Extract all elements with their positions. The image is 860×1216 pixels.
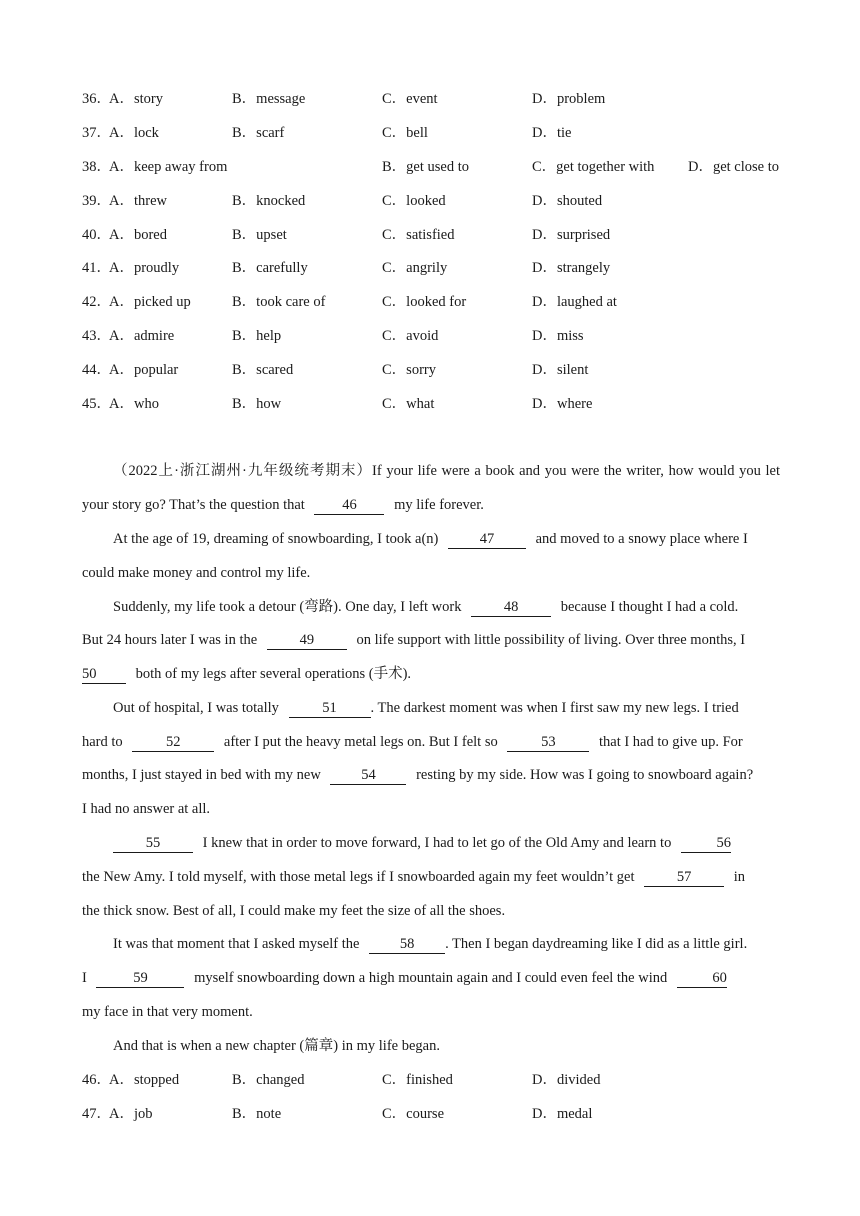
option-d: D．strangely: [532, 260, 611, 276]
passage-line: [82, 563, 780, 583]
passage-line: [82, 732, 780, 752]
option-c: C．satisfied: [382, 227, 455, 243]
option-a: A．threw: [109, 193, 167, 209]
passage-line: [82, 901, 780, 921]
passage-text: that I had to give up. For: [598, 734, 743, 750]
option-a: A．story: [109, 91, 163, 107]
option-c: C．event: [382, 91, 438, 107]
question-43: [82, 326, 782, 346]
option-c: C．what: [382, 396, 435, 412]
passage-line: [113, 461, 780, 481]
question-37: [82, 123, 782, 143]
passage-line: [113, 529, 780, 549]
passage-text: But 24 hours later I was in the: [82, 632, 258, 648]
question-number: 46．: [82, 1072, 111, 1088]
blank-59: 59: [96, 970, 184, 988]
option-a: A．admire: [109, 328, 175, 344]
passage-text: because I thought I had a cold.: [560, 599, 739, 615]
passage-text: It was that moment that I asked myself the: [113, 936, 360, 952]
option-a: A．who: [109, 396, 159, 412]
question-number: 37．: [82, 125, 111, 141]
blank-46: 46: [314, 497, 384, 515]
passage-text: months, I just stayed in bed with my new: [82, 767, 321, 783]
option-a: A．proudly: [109, 260, 180, 276]
option-d: D．tie: [532, 125, 572, 141]
option-c: C．avoid: [382, 328, 439, 344]
option-a: A．lock: [109, 125, 159, 141]
blank-55: 55: [113, 835, 193, 853]
blank-58: 58: [369, 936, 445, 954]
blank-48: 48: [471, 599, 551, 617]
passage-text: my face in that very moment.: [82, 1004, 253, 1020]
passage-text: on life support with little possibility of living. Over three months, I: [356, 632, 746, 648]
passage-text: in: [733, 869, 746, 885]
question-number: 45．: [82, 396, 111, 412]
question-42: [82, 292, 782, 312]
option-d: D．medal: [532, 1106, 593, 1122]
option-b: B．upset: [232, 227, 287, 243]
passage-text: the thick snow. Best of all, I could make my feet the size of all the shoes.: [82, 903, 506, 919]
blank-56: 56: [681, 835, 731, 853]
option-a: A．picked up: [109, 294, 191, 310]
option-b: B．get used to: [382, 159, 469, 175]
blank-53: 53: [507, 734, 589, 752]
option-b: B．took care of: [232, 294, 326, 310]
blank-50: 50: [82, 666, 126, 684]
option-b: B．scarf: [232, 125, 285, 141]
passage-text: your story go? That’s the question that: [82, 497, 305, 513]
option-d: D．silent: [532, 362, 589, 378]
question-40: [82, 225, 782, 245]
question-41: [82, 258, 782, 278]
blank-47: 47: [448, 531, 526, 549]
question-number: 43．: [82, 328, 111, 344]
question-number: 42．: [82, 294, 111, 310]
option-a: A．popular: [109, 362, 179, 378]
passage-text: At the age of 19, dreaming of snowboarding, I took a(n): [113, 531, 439, 547]
passage-text: could make money and control my life.: [82, 565, 311, 581]
question-39: [82, 191, 782, 211]
question-36: [82, 89, 782, 109]
option-c: C．angrily: [382, 260, 448, 276]
question-46: [82, 1070, 782, 1090]
option-b: B．how: [232, 396, 282, 412]
option-a: A．bored: [109, 227, 167, 243]
question-44: [82, 360, 782, 380]
blank-60: 60: [677, 970, 727, 988]
option-c: C．get together with: [532, 159, 655, 175]
option-b: B．note: [232, 1106, 282, 1122]
option-c: C．looked for: [382, 294, 467, 310]
blank-52: 52: [132, 734, 214, 752]
question-47: [82, 1104, 782, 1124]
passage-line: [113, 698, 780, 718]
passage-text: I knew that in order to move forward, I had to let go of the Old Amy and learn to: [202, 835, 672, 851]
blank-49: 49: [267, 632, 347, 650]
passage-text: I: [82, 970, 87, 986]
passage-text: both of my legs after several operations (手术).: [135, 666, 412, 682]
option-a: A．keep away from: [109, 159, 228, 175]
blank-57: 57: [644, 869, 724, 887]
blank-54: 54: [330, 767, 406, 785]
question-number: 36．: [82, 91, 111, 107]
option-d: D．where: [532, 396, 593, 412]
passage-line: [82, 968, 780, 988]
question-number: 40．: [82, 227, 111, 243]
option-c: C．bell: [382, 125, 428, 141]
option-c: C．finished: [382, 1072, 453, 1088]
option-d: D．surprised: [532, 227, 611, 243]
passage-line: [82, 495, 780, 515]
option-a: A．stopped: [109, 1072, 180, 1088]
passage-text: and moved to a snowy place where I: [535, 531, 748, 547]
question-number: 41．: [82, 260, 111, 276]
option-b: B．carefully: [232, 260, 308, 276]
option-d: D．shouted: [532, 193, 603, 209]
passage-text: resting by my side. How was I going to snowboard again?: [416, 767, 754, 783]
passage-text: after I put the heavy metal legs on. But I felt so: [223, 734, 498, 750]
option-d: D．problem: [532, 91, 606, 107]
option-b: B．help: [232, 328, 282, 344]
passage-line: [82, 630, 780, 650]
option-d: D．miss: [532, 328, 584, 344]
question-number: 44．: [82, 362, 111, 378]
option-c: C．looked: [382, 193, 446, 209]
question-number: 38．: [82, 159, 111, 175]
option-a: A．job: [109, 1106, 153, 1122]
passage-line: [113, 934, 780, 954]
option-d: D．get close to: [688, 159, 780, 175]
question-38: [82, 157, 782, 177]
option-b: B．knocked: [232, 193, 306, 209]
passage-text: the New Amy. I told myself, with those metal legs if I snowboarded again my feet wouldn’t get: [82, 869, 635, 885]
passage-line: [113, 1036, 780, 1056]
question-number: 47．: [82, 1106, 111, 1122]
passage-line: [113, 833, 780, 853]
passage-line: [82, 1002, 780, 1022]
passage-line: [113, 597, 780, 617]
option-d: D．laughed at: [532, 294, 617, 310]
passage-text: Suddenly, my life took a detour (弯路). One day, I left work: [113, 599, 462, 615]
option-c: C．course: [382, 1106, 445, 1122]
passage-source-and-intro: （2022上·浙江湖州·九年级统考期末）If your life were a book and you were the writer, how would you let: [113, 463, 780, 479]
passage-text: . The darkest moment was when I first saw my new legs. I tried: [370, 700, 739, 716]
passage-text: Out of hospital, I was totally: [113, 700, 279, 716]
passage-text: hard to: [82, 734, 123, 750]
passage-text: . Then I began daydreaming like I did as a little girl.: [445, 936, 748, 952]
passage-line: [82, 799, 780, 819]
option-d: D．divided: [532, 1072, 601, 1088]
option-b: B．message: [232, 91, 306, 107]
passage-text: And that is when a new chapter (篇章) in my life began.: [113, 1038, 440, 1054]
passage-line: [82, 765, 780, 785]
question-45: [82, 394, 782, 414]
option-b: B．changed: [232, 1072, 305, 1088]
blank-51: 51: [289, 700, 371, 718]
passage-line: [82, 664, 780, 684]
passage-text: myself snowboarding down a high mountain again and I could even feel the wind: [194, 970, 668, 986]
option-c: C．sorry: [382, 362, 436, 378]
passage-line: [82, 867, 780, 887]
question-number: 39．: [82, 193, 111, 209]
passage-text: I had no answer at all.: [82, 801, 211, 817]
passage-text: my life forever.: [394, 497, 484, 513]
option-b: B．scared: [232, 362, 294, 378]
